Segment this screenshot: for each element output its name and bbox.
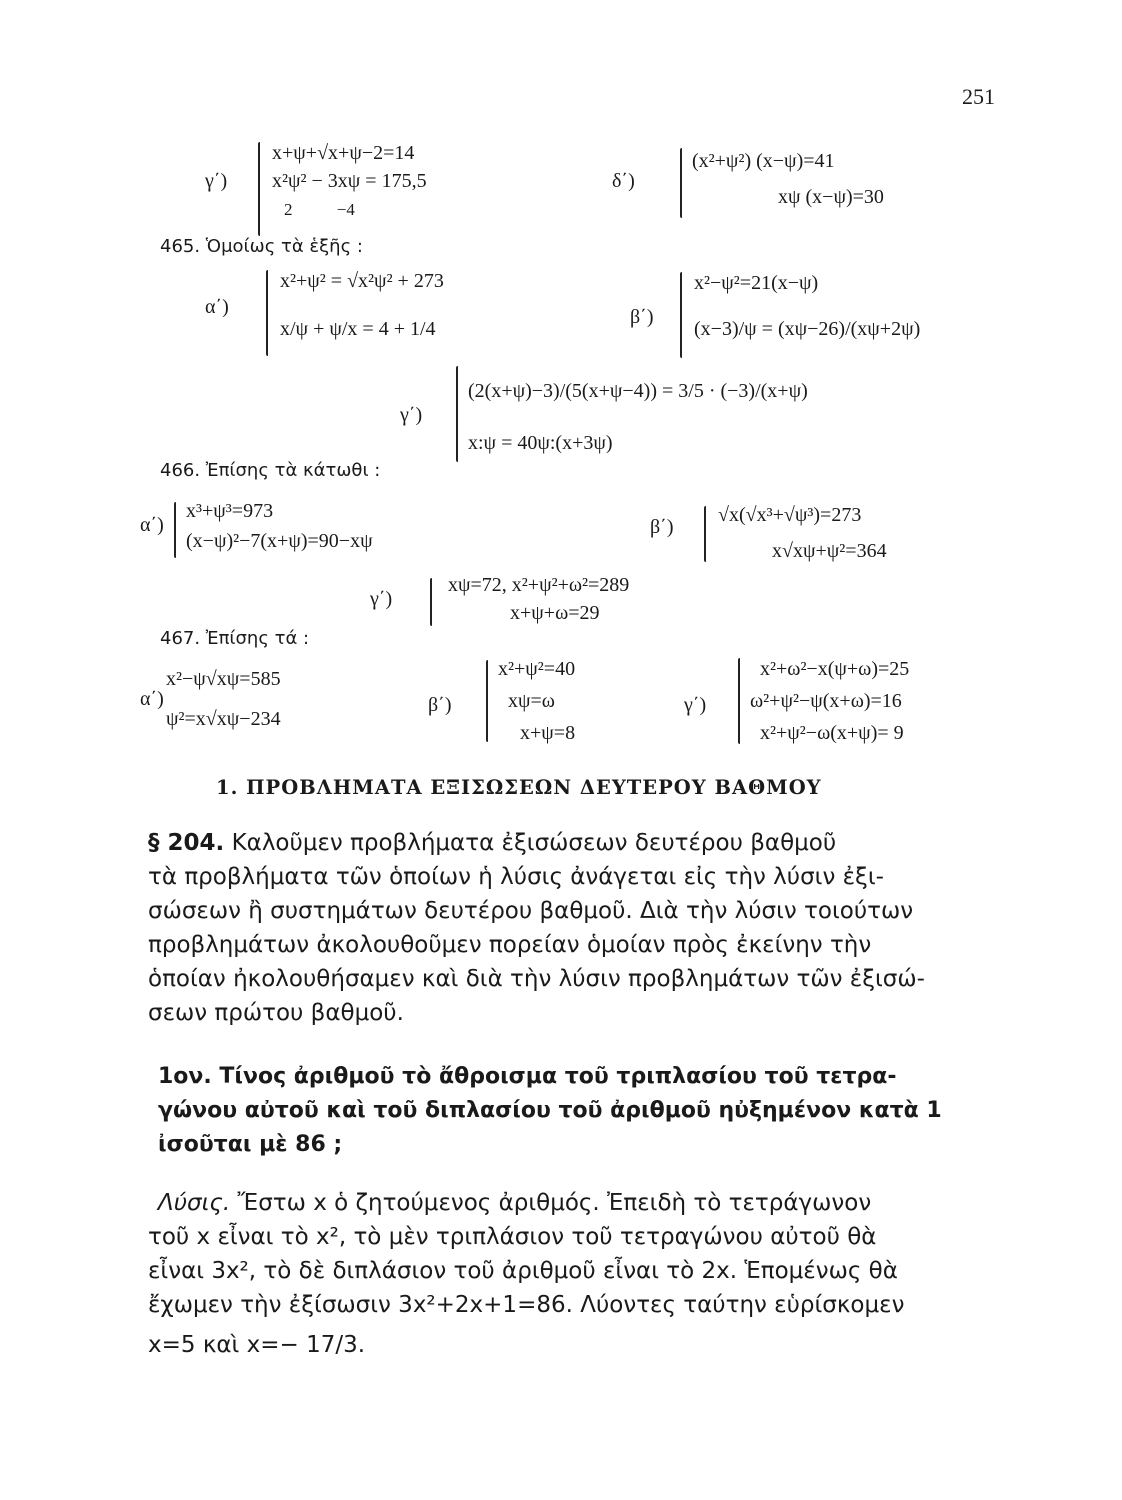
ex467-gamma-line-3: x²+ψ²−ω(x+ψ)= 9 — [760, 722, 904, 744]
ex465-beta-label: β΄) — [630, 306, 654, 328]
ex467-beta-line-2: xψ=ω — [508, 690, 555, 712]
solution — [148, 1186, 1000, 1362]
ex466-gamma-label: γ΄) — [370, 588, 393, 610]
ex466-gamma-line-1: xψ=72, x²+ψ²+ω²=289 — [448, 574, 630, 596]
ex465-beta-brace — [680, 272, 682, 358]
ex464-gamma-line-3: 2 −4 — [284, 200, 355, 219]
ex467-alpha-label: α΄) — [140, 688, 164, 710]
ex467-gamma-line-1: x²+ω²−x(ψ+ω)=25 — [760, 658, 910, 680]
ex464-gamma-label: γ΄) — [205, 170, 228, 192]
ex467-gamma-brace — [738, 658, 740, 744]
solution-lead: Λύσις. — [158, 1190, 231, 1216]
paragraph-204-line-5: ὁποίαν ἠκολουθήσαμεν καὶ διὰ τὴν λύσιν προβλημάτων τῶν ἐξισώ- — [148, 966, 925, 992]
ex466-gamma-brace — [430, 578, 432, 626]
page-number: 251 — [962, 84, 995, 109]
ex466-beta-brace — [704, 506, 706, 562]
ex464-gamma-line-2: x²ψ² − 3xψ = 175,5 — [272, 170, 427, 192]
paragraph-204-line-6: σεων πρώτου βαθμοῦ. — [148, 1000, 404, 1026]
ex467-alpha-line-1: x²−ψ√xψ=585 — [166, 668, 281, 690]
ex467-beta-line-1: x²+ψ²=40 — [498, 658, 576, 680]
ex464-delta-brace — [680, 148, 682, 218]
section-title: 1. ΠΡΟΒΛΗΜΑΤΑ ΕΞΙΣΩΣΕΩΝ ΔΕΥΤΕΡΟΥ ΒΑΘΜΟΥ — [216, 776, 822, 799]
paragraph-204-line-4: προβλημάτων ἀκολουθοῦμεν πορείαν ὁμοίαν πρὸς ἐκείνην τὴν — [148, 932, 872, 958]
ex464-gamma-brace — [258, 142, 260, 236]
ex465-alpha-line-2: x/ψ + ψ/x = 4 + 1/4 — [280, 318, 436, 340]
ex466-alpha-line-1: x³+ψ³=973 — [186, 500, 274, 522]
ex465-gamma-brace — [456, 366, 458, 462]
solution-line-1: Ἔστω x ὁ ζητούμενος ἀριθμός. Ἐπειδὴ τὸ τετράγωνον — [237, 1190, 872, 1216]
ex465-alpha-line-1: x²+ψ² = √x²ψ² + 273 — [280, 270, 444, 292]
ex467-beta-label: β΄) — [428, 694, 452, 716]
ex465-header: 465. Ὁμοίως τὰ ἑξῆς : — [160, 236, 363, 257]
ex466-alpha-brace — [174, 502, 176, 558]
ex466-beta-line-1: √x(√x³+√ψ³)=273 — [718, 504, 862, 526]
paragraph-204-line-3: σώσεων ἢ συστημάτων δευτέρου βαθμοῦ. Διὰ τὴν λύσιν τοιούτων — [148, 898, 914, 924]
ex466-beta-line-2: x√xψ+ψ²=364 — [772, 540, 887, 562]
solution-line-4: ἔχωμεν τὴν ἐξίσωσιν 3x²+2x+1=86. Λύοντες ταύτην εὑρίσκομεν — [148, 1292, 905, 1318]
ex465-gamma-label: γ΄) — [400, 404, 423, 426]
ex467-beta-brace — [486, 660, 488, 742]
ex467-beta-line-3: x+ψ=8 — [520, 722, 576, 744]
problem-1-line-3: ἰσοῦται μὲ 86 ; — [158, 1132, 343, 1157]
ex465-alpha-label: α΄) — [205, 296, 229, 318]
ex466-header: 466. Ἐπίσης τὰ κάτωθι : — [160, 460, 381, 481]
ex464-gamma-line-1: x+ψ+√x+ψ−2=14 — [272, 142, 415, 164]
solution-line-5: x=5 καὶ x=− 17/3. — [148, 1332, 366, 1358]
ex467-gamma-line-2: ω²+ψ²−ψ(x+ω)=16 — [750, 690, 902, 712]
problem-1-line-1: 1ον. Τίνος ἀριθμοῦ τὸ ἄθροισμα τοῦ τριπλασίου τοῦ τετρα- — [158, 1064, 897, 1089]
ex466-alpha-line-2: (x−ψ)²−7(x+ψ)=90−xψ — [186, 530, 373, 552]
paragraph-204 — [148, 826, 1000, 1030]
paragraph-204-line-1: Καλοῦμεν προβλήματα ἐξισώσεων δευτέρου βαθμοῦ — [231, 830, 837, 856]
ex464-delta-line-2: xψ (x−ψ)=30 — [778, 186, 884, 208]
ex465-alpha-brace — [266, 270, 268, 356]
ex467-header: 467. Ἐπίσης τά : — [160, 628, 310, 649]
ex465-gamma-line-1: (2(x+ψ)−3)/(5(x+ψ−4)) = 3/5 · (−3)/(x+ψ) — [468, 380, 808, 402]
problem-1-line-2: γώνου αὐτοῦ καὶ τοῦ διπλασίου τοῦ ἀριθμοῦ ηὐξημένον κατὰ 1 — [158, 1098, 942, 1123]
ex467-gamma-label: γ΄) — [684, 694, 707, 716]
solution-line-2: τοῦ x εἶναι τὸ x², τὸ μὲν τριπλάσιον τοῦ τετραγώνου αὐτοῦ θὰ — [148, 1224, 877, 1250]
solution-line-3: εἶναι 3x², τὸ δὲ διπλάσιον τοῦ ἀριθμοῦ εἶναι τὸ 2x. Ἑπομένως θὰ — [148, 1258, 898, 1284]
paragraph-204-lead: § 204. — [148, 830, 225, 856]
ex464-delta-line-1: (x²+ψ²) (x−ψ)=41 — [692, 150, 835, 172]
ex467-alpha-line-2: ψ²=x√xψ−234 — [166, 708, 281, 730]
ex465-beta-line-1: x²−ψ²=21(x−ψ) — [694, 272, 819, 294]
ex465-gamma-line-2: x:ψ = 40ψ:(x+3ψ) — [468, 432, 613, 454]
ex466-gamma-line-2: x+ψ+ω=29 — [510, 602, 600, 624]
ex466-alpha-label: α΄) — [140, 514, 164, 536]
ex465-beta-line-2: (x−3)/ψ = (xψ−26)/(xψ+2ψ) — [694, 318, 921, 340]
ex464-delta-label: δ΄) — [612, 170, 635, 192]
problem-1 — [158, 1060, 1010, 1162]
ex466-beta-label: β΄) — [650, 516, 674, 538]
paragraph-204-line-2: τὰ προβλήματα τῶν ὁποίων ἡ λύσις ἀνάγεται εἰς τὴν λύσιν ἐξι- — [148, 864, 884, 890]
